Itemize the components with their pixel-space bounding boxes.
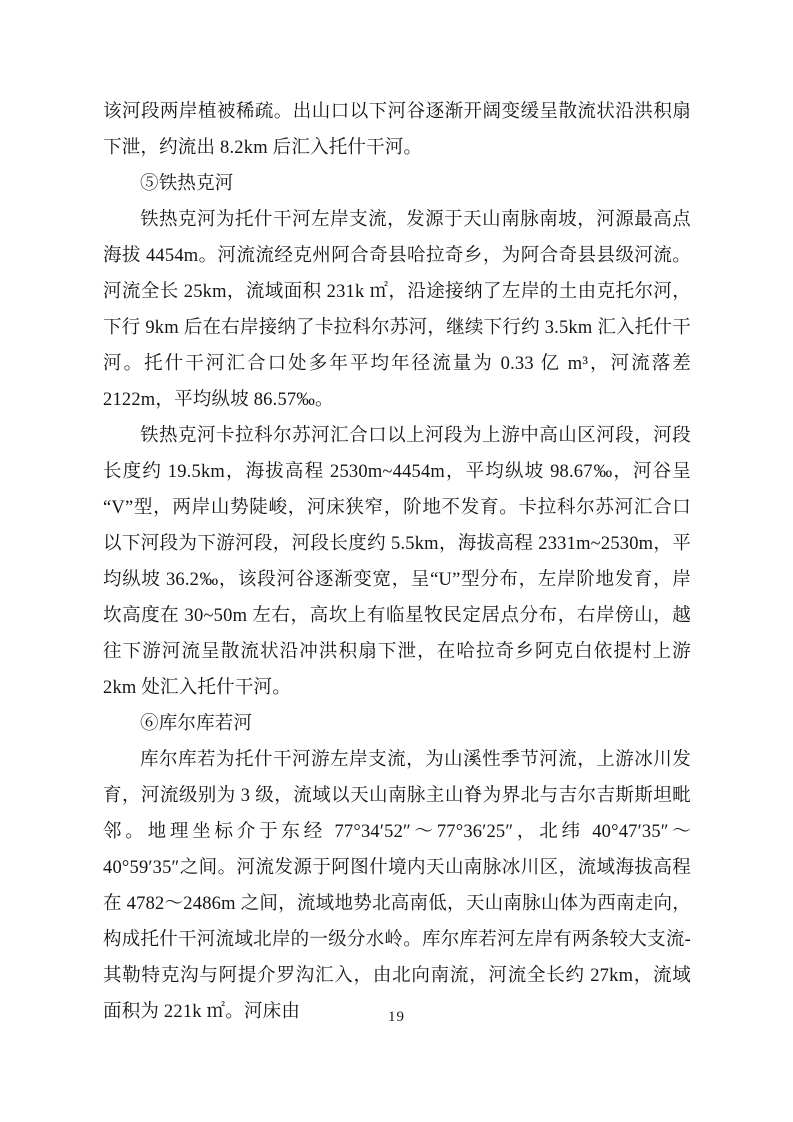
document-body xyxy=(103,94,691,1030)
paragraph-continuation: 该河段两岸植被稀疏。出山口以下河谷逐渐开阔变缓呈散流状沿洪积扇下泄，约流出 8.2km 后汇入托什干河。 xyxy=(103,102,691,158)
paragraph-kuerkuruo-overview: 库尔库若为托什干河游左岸支流，为山溪性季节河流，上游冰川发育，河流级别为 3 级，流域以天山南脉主山脊为界北与吉尔吉斯斯坦毗邻。地理坐标介于东经 77°34′52″～77°36′25″，北纬 40°47′35″～40°59′35″之间。河流发源于阿图什境内天山南脉冰川区，流域海拔高程在 4782～2486m 之间，流域地势北高南低，天山南脉山体为西南走向，构成托什干河流域北岸的一级分水岭。库尔库若河左岸有两条较大支流-其勒特克沟与阿提介罗沟汇入，由北向南流，河流全长约 27km，流域面积为 221k ㎡。河床由 xyxy=(103,750,691,1022)
page-number: 19 xyxy=(388,1009,405,1025)
section-heading-kuerkuruo-river: ⑥库尔库若河 xyxy=(140,714,253,734)
paragraph-tiereke-overview: 铁热克河为托什干河左岸支流，发源于天山南脉南坡，河源最高点海拔 4454m。河流流经克州阿合奇县哈拉奇乡，为阿合奇县县级河流。河流全长 25km，流域面积 231k ㎡，沿途接纳了左岸的土由克托尔河，下行 9km 后在右岸接纳了卡拉科尔苏河，继续下行约 3.5km 汇入托什干河。托什干河汇合口处多年平均年径流量为 0.33 亿 m³，河流落差 2122m，平均纵坡 86.57‰。 xyxy=(103,210,691,410)
paragraph-tiereke-segments: 铁热克河卡拉科尔苏河汇合口以上河段为上游中高山区河段，河段长度约 19.5km，海拔高程 2530m~4454m，平均纵坡 98.67‰，河谷呈“V”型，两岸山势陡峻，河床狭窄，阶地不发育。卡拉科尔苏河汇合口以下河段为下游河段，河段长度约 5.5km，海拔高程 2331m~2530m，平均纵坡 36.2‰，该段河谷逐渐变宽，呈“U”型分布，左岸阶地发育，岸坎高度在 30~50m 左右，高坎上有临星牧民定居点分布，右岸傍山，越往下游河流呈散流状沿冲洪积扇下泄，在哈拉奇乡阿克白依提村上游 2km 处汇入托什干河。 xyxy=(103,426,691,698)
section-heading-tiereke-river: ⑤铁热克河 xyxy=(140,174,234,194)
